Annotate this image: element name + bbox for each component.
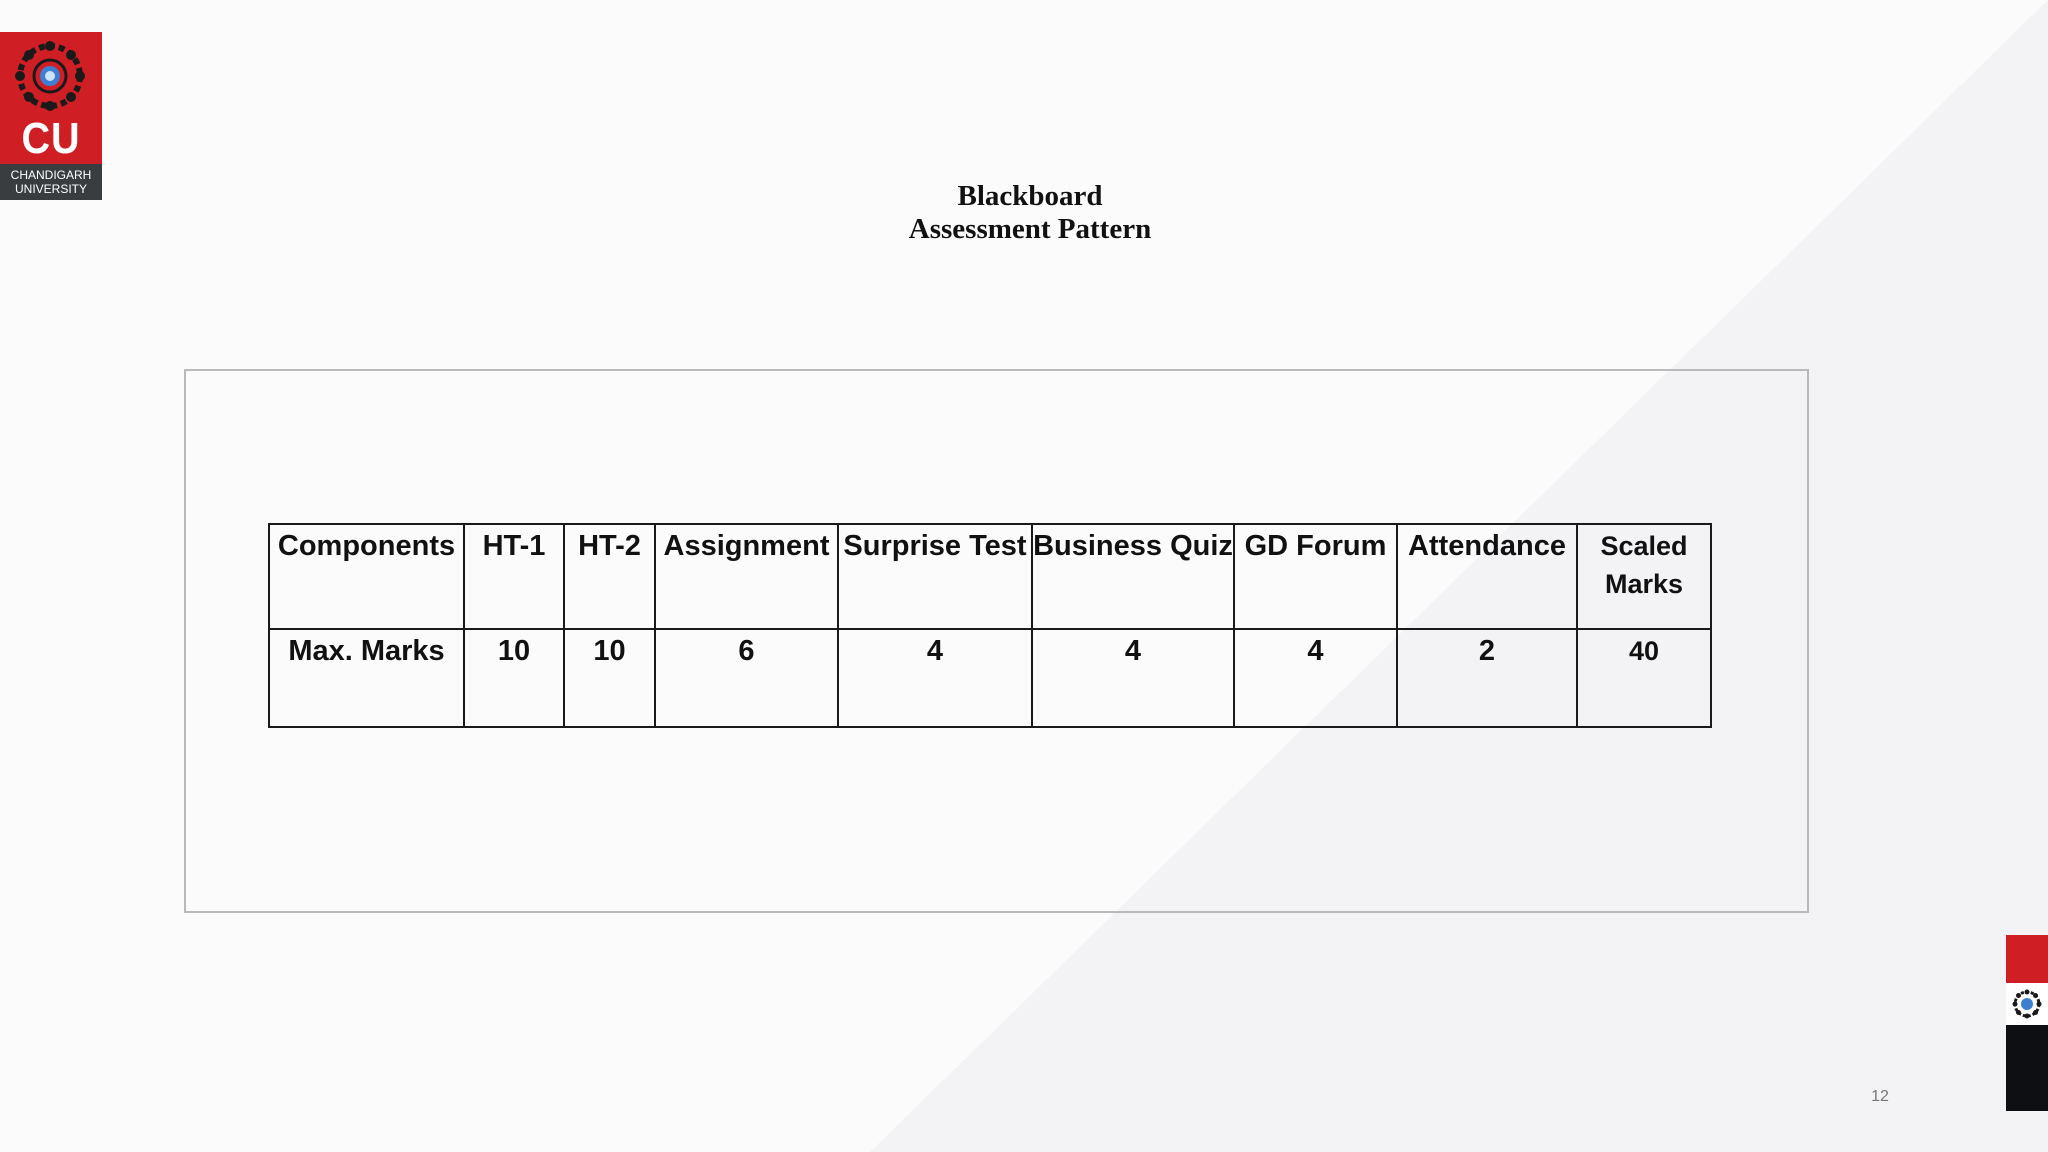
header-cell-ht1: HT-1 (464, 524, 564, 629)
side-accent-red (2006, 935, 2048, 983)
value-cell-surprise-test: 4 (838, 629, 1032, 727)
title-line2: Assessment Pattern (908, 213, 1152, 245)
header-cell-business-quiz: Business Quiz (1032, 524, 1234, 629)
value-cell-business-quiz: 4 (1032, 629, 1234, 727)
header-cell-ht2: HT-2 (564, 524, 655, 629)
side-accent-dark (2006, 1025, 2048, 1111)
header-cell-attendance: Attendance (1397, 524, 1577, 629)
value-cell-scaled-marks: 40 (1577, 629, 1711, 727)
value-cell-gd-forum: 4 (1234, 629, 1397, 727)
side-emblem (2006, 983, 2048, 1025)
row-label-components: Components (269, 524, 464, 629)
gear-ring-emblem-icon (0, 32, 102, 116)
row-label-max-marks: Max. Marks (269, 629, 464, 727)
header-cell-scaled-marks: Scaled Marks (1577, 524, 1711, 629)
page-number: 12 (1871, 1088, 1889, 1105)
assessment-table (268, 523, 1712, 728)
table-row-components (269, 524, 1711, 629)
title-line1: Blackboard (957, 180, 1103, 212)
header-cell-assignment: Assignment (655, 524, 838, 629)
value-cell-ht1: 10 (464, 629, 564, 727)
header-cell-surprise-test: Surprise Test (838, 524, 1032, 629)
university-logo (0, 32, 102, 200)
logo-name-line2: UNIVERSITY (14, 182, 87, 196)
table-row-max-marks (269, 629, 1711, 727)
gear-icon (2006, 983, 2048, 1025)
value-cell-assignment: 6 (655, 629, 838, 727)
logo-name-line1: CHANDIGARH (10, 168, 92, 182)
value-cell-ht2: 10 (564, 629, 655, 727)
value-cell-attendance: 2 (1397, 629, 1577, 727)
slide-title (780, 180, 1280, 246)
logo-initials: CU (21, 114, 81, 163)
logo-university-name (0, 164, 102, 200)
header-cell-gd-forum: GD Forum (1234, 524, 1397, 629)
